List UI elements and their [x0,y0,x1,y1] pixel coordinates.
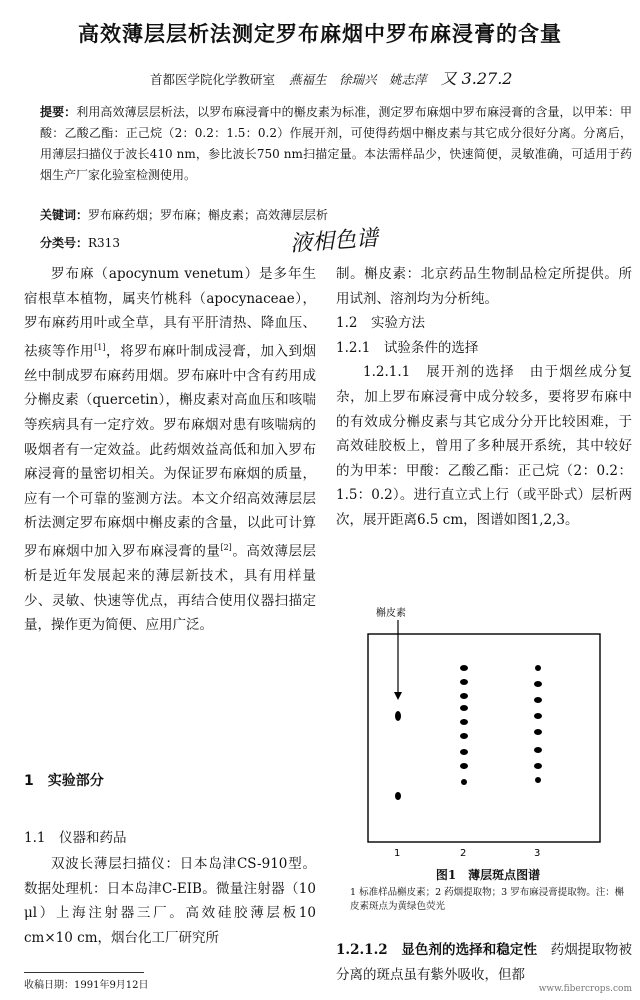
citation-1: [1] [94,342,106,352]
spot [460,693,468,699]
spot [460,749,468,755]
section-heading-1: 1 实验部分 [24,773,104,789]
spot [535,777,541,783]
intro-text-3: 。高效薄层层析是近年发展起来的薄层新技术，具有用样量少、灵敏、快速等优点，再结合使用仪器扫描定量，操作更为简便、应用广泛。 [24,543,317,634]
intro-text-1: 罗布麻（apocynum venetum）是多年生宿根草本植物，属夹竹桃科（apocynaceae），罗布麻药用叶或全草，具有平肝清热、降血压、祛痰等作用 [24,266,316,360]
tlc-plate-svg [356,600,612,860]
spot [395,792,401,800]
spot [395,711,401,721]
lane-3-spots [534,665,542,783]
classification [40,234,120,251]
spot [534,681,542,687]
classification-text: R313 [88,236,120,250]
spot [460,679,468,685]
section-heading-1-2-1-2: 1.2.1.2 显色剂的选择和稳定性 [336,942,538,958]
label-arrow-head [394,692,402,700]
citation-2: [2] [220,543,232,553]
spot [460,719,468,725]
color-reagent-paragraph [336,938,632,987]
spot [534,697,542,703]
keywords-label: 关键词： [40,208,89,222]
intro-text-2: ，将罗布麻叶制成浸膏，加入到烟丝中制成罗布麻药用烟。罗布麻叶中含有药用成分槲皮素（quercetin），槲皮素对高血压和咳喘等疾病具有一定疗效。罗布麻烟对患有咳喘病的吸烟者有一定效益。此药烟效益高低和加入罗布麻浸膏的量密切相关。为保证罗布麻烟的质量，应有一个可靠的鉴测方法。本文介绍高效薄层层析法测定罗布麻烟中槲皮素的含量，以此可计算罗布麻烟中加入罗布麻浸膏的量 [24,343,317,560]
spot [460,733,468,739]
affiliation: 首都医学院化学教研室 [150,72,276,87]
abstract-label: 提要： [40,105,77,119]
paper-title: 高效薄层层析法测定罗布麻烟中罗布麻浸膏的含量 [78,22,562,46]
keywords-text: 罗布麻药烟；罗布麻；槲皮素；高效薄层层析 [88,208,329,222]
spot [535,665,541,671]
reagents-paragraph: 制。槲皮素：北京药品生物制品检定所提供。所用试剂、溶剂均为分析纯。 [336,266,632,307]
handwritten-annotation: 液相色谱 [289,225,379,258]
abstract [40,102,632,186]
lane-label: 3 [534,848,541,859]
figure-legend: 1 标准样品槲皮素；2 药烟提取物；3 罗布麻浸膏提取物。注：槲皮素斑点为黄绿色荧光 [350,887,625,912]
spot [461,779,467,785]
spot [534,763,542,769]
author-names: 燕福生 徐瑞兴 姚志萍 [289,72,427,87]
lane-1-spots [395,711,401,800]
abstract-text: 利用高效薄层层析法，以罗布麻浸膏中的槲皮素为标准，测定罗布麻烟中罗布麻浸膏的含量，以甲苯：甲酸：乙酸乙酯：正己烷（2：0.2：1.5：0.2）作展开剂，可使得药烟中槲皮素与其它成分很好分离。分离后，用薄层扫描仪于波长410 nm，参比波长750 nm扫描定量。本法需样品少，快速简便，灵敏准确，可适用于药烟生产厂家化验室检测使用。 [40,105,633,182]
instruments-paragraph: 双波长薄层扫描仪：日本岛津CS-910型。数据处理机：日本岛津C-EIB。微量注射器（10 μl）上海注射器三厂。高效硅胶薄层板10 cm×10 cm，烟台化工厂研究所 [24,856,316,946]
spot [460,665,468,671]
plate-border [368,634,600,842]
spot [460,705,468,711]
right-column [336,262,632,533]
figure-caption: 图1 薄层斑点图谱 [435,868,541,882]
keywords [40,206,328,223]
spot [534,713,542,719]
section-heading-1-2: 1.2 实验方法 [336,315,425,332]
watermark: www.fibercrops.com [538,984,632,994]
handwritten-date: 又 3.27.2 [440,69,513,88]
spot [460,763,468,769]
section-heading-1-1: 1.1 仪器和药品 [24,830,127,846]
color-reagent-text: 药烟提取物被分离的斑点虽有紫外吸收，但都 [336,942,632,983]
left-column-intro [24,262,316,638]
footnote-divider [24,972,144,973]
spot [534,729,542,735]
intro-paragraph [24,262,316,638]
developer-selection-paragraph: 1.2.1.1 展开剂的选择 由于烟丝成分复杂，加上罗布麻浸膏中成分较多，要将罗布麻中的有效成分槲皮素与其它成分分开比较困难，于高效硅胶板上，曾用了多种展开系统，其中较好的为甲苯：甲酸：乙酸乙酯：正己烷（2：0.2：1.5：0.2）。进行直立式上行（或平卧式）层析两次，展开距离6.5 cm，图谱如图1,2,3。 [336,364,632,528]
lane-label: 2 [460,848,467,859]
spot [534,747,542,753]
received-date-footnote: 收稿日期：1991年9月12日 [24,980,149,991]
section-heading-1-2-1: 1.2.1 试验条件的选择 [336,339,479,356]
classification-label: 分类号： [40,236,89,250]
tlc-figure [356,600,612,860]
quercetin-label: 槲皮素 [376,608,406,619]
lane-2-spots [460,665,468,785]
lane-label: 1 [394,848,401,859]
author-line [150,66,512,89]
